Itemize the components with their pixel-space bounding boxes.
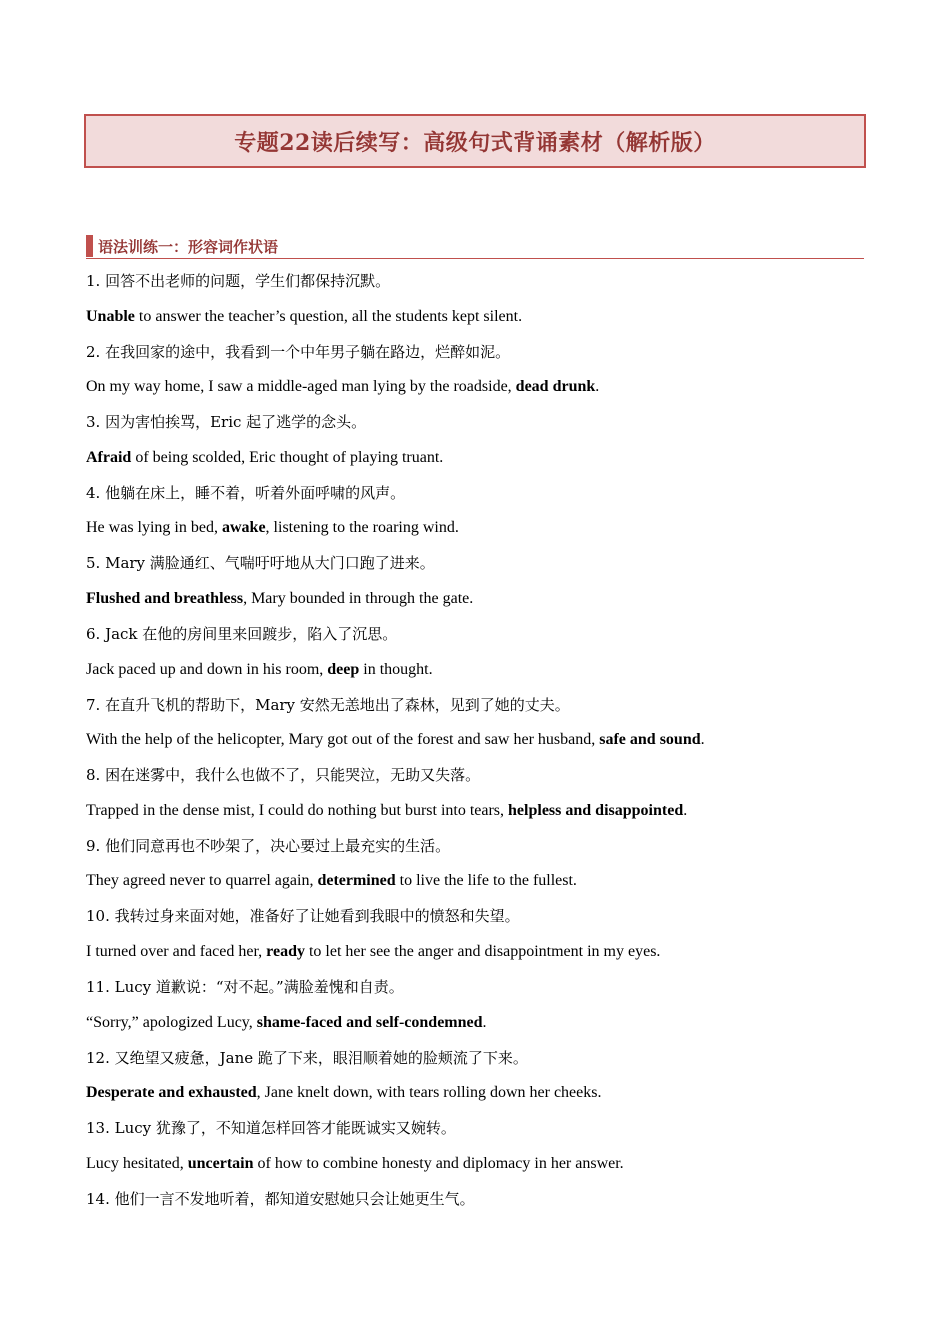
item-8-chinese: 8. 困在迷雾中，我什么也做不了，只能哭泣，无助又失落。 [86, 766, 481, 784]
item-13-chinese: 13. Lucy 犹豫了，不知道怎样回答才能既诚实又婉转。 [86, 1119, 456, 1137]
item-1-chinese: 1. 回答不出老师的问题，学生们都保持沉默。 [86, 272, 391, 290]
item-12-chinese: 12. 又绝望又疲惫，Jane 跪了下来，眼泪顺着她的脸颊流了下来。 [86, 1049, 528, 1067]
item-7-english: With the help of the helicopter, Mary got out of the forest and saw her husband, safe and sound. [86, 731, 705, 748]
item-4-english: He was lying in bed, awake, listening to the roaring wind. [86, 519, 459, 536]
item-4-chinese: 4. 他躺在床上，睡不着，听着外面呼啸的风声。 [86, 484, 406, 502]
item-5-english: Flushed and breathless, Mary bounded in through the gate. [86, 590, 474, 607]
item-7-chinese: 7. 在直升飞机的帮助下，Mary 安然无恙地出了森林，见到了她的丈夫。 [86, 696, 570, 714]
item-14-chinese: 14. 他们一言不发地听着，都知道安慰她只会让她更生气。 [86, 1190, 475, 1208]
section-marker-bar [86, 235, 93, 257]
item-9-english: They agreed never to quarrel again, determined to live the life to the fullest. [86, 872, 577, 889]
section-title: 语法训练一：形容词作状语 [98, 237, 279, 256]
item-9-chinese: 9. 他们同意再也不吵架了，决心要过上最充实的生活。 [86, 837, 451, 855]
page-title: 专题22读后续写：高级句式背诵素材（解析版） [234, 129, 716, 156]
item-10-chinese: 10. 我转过身来面对她，准备好了让她看到我眼中的愤怒和失望。 [86, 907, 520, 925]
item-1-english: Unable to answer the teacher’s question, all the students kept silent. [86, 308, 523, 325]
item-6-english: Jack paced up and down in his room, deep in thought. [86, 661, 433, 678]
item-11-english: “Sorry,” apologized Lucy, shame-faced and self-condemned. [86, 1014, 487, 1031]
item-3-chinese: 3. 因为害怕挨骂，Eric 起了逃学的念头。 [86, 413, 367, 431]
item-13-english: Lucy hesitated, uncertain of how to combine honesty and diplomacy in her answer. [86, 1155, 624, 1172]
item-5-chinese: 5. Mary 满脸通红、气喘吁吁地从大门口跑了进来。 [86, 554, 435, 572]
item-12-english: Desperate and exhausted, Jane knelt down, with tears rolling down her cheeks. [86, 1084, 602, 1101]
item-3-english: Afraid of being scolded, Eric thought of playing truant. [86, 449, 444, 466]
item-11-chinese: 11. Lucy 道歉说：“对不起。”满脸羞愧和自责。 [86, 978, 404, 996]
title-box [84, 114, 866, 168]
item-2-chinese: 2. 在我回家的途中，我看到一个中年男子躺在路边，烂醉如泥。 [86, 343, 511, 361]
item-2-english: On my way home, I saw a middle-aged man lying by the roadside, dead drunk. [86, 378, 600, 395]
item-6-chinese: 6. Jack 在他的房间里来回踱步，陷入了沉思。 [86, 625, 398, 643]
section-heading [86, 234, 864, 259]
item-8-english: Trapped in the dense mist, I could do nothing but burst into tears, helpless and disappointed. [86, 802, 688, 819]
item-10-english: I turned over and faced her, ready to let her see the anger and disappointment in my eyes. [86, 943, 661, 960]
